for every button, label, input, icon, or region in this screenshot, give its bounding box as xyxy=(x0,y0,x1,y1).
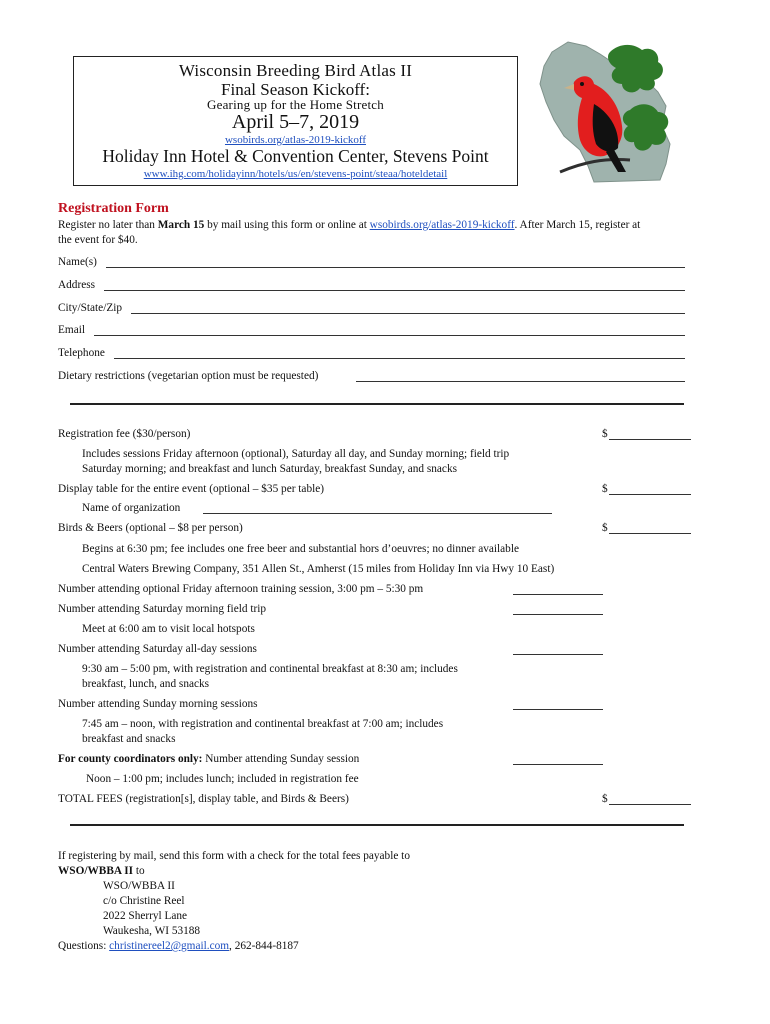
sat-field-trip-note: Meet at 6:00 am to visit local hotspots xyxy=(82,623,255,635)
email-label: Email xyxy=(58,324,85,336)
dietary-field[interactable] xyxy=(356,381,685,382)
display-table-label: Display table for the entire event (optional – $35 per table) xyxy=(58,483,325,495)
dollar-sign: $ xyxy=(602,522,608,534)
birds-beers-note: Central Waters Brewing Company, 351 Allen St., Amherst (15 miles from Holiday Inn via Hwy 10 East) xyxy=(82,563,555,575)
dietary-label: Dietary restrictions (vegetarian option must be requested) xyxy=(58,370,319,382)
organization-field[interactable] xyxy=(203,513,552,514)
total-fees-label: TOTAL FEES (registration[s], display table, and Birds & Beers) xyxy=(58,793,349,805)
intro-text: Register no later than March 15 by mail using this form or online at wsobirds.org/atlas-2019-kickoff. After March 15, register at xyxy=(58,219,641,231)
address-label: Address xyxy=(58,279,96,291)
sunday-field[interactable] xyxy=(513,709,603,710)
sunday-note: breakfast and snacks xyxy=(82,733,176,745)
names-field[interactable] xyxy=(106,267,685,268)
hotel-link[interactable]: www.ihg.com/holidayinn/hotels/us/en/stevens-point/steaa/hoteldetail xyxy=(143,168,448,180)
sat-field-trip-field[interactable] xyxy=(513,614,603,615)
registration-fee-field[interactable] xyxy=(609,439,691,440)
county-coordinators-note: Noon – 1:00 pm; includes lunch; included in registration fee xyxy=(86,773,359,785)
header-subtitle: Gearing up for the Home Stretch xyxy=(207,97,384,112)
sunday-note: 7:45 am – noon, with registration and continental breakfast at 7:00 am; includes xyxy=(82,718,444,730)
sat-all-day-note: 9:30 am – 5:00 pm, with registration and continental breakfast at 8:30 am; includes xyxy=(82,663,458,675)
sat-field-trip-label: Number attending Saturday morning field trip xyxy=(58,603,267,615)
city-field[interactable] xyxy=(131,313,685,314)
county-coordinators-label: For county coordinators only: Number attending Sunday session xyxy=(58,753,360,765)
sat-all-day-field[interactable] xyxy=(513,654,603,655)
total-fees-field[interactable] xyxy=(609,804,691,805)
email-field[interactable] xyxy=(94,335,685,336)
registration-note: Includes sessions Friday afternoon (optional), Saturday all day, and Sunday morning; field trip xyxy=(82,448,510,460)
mailing-address-line: WSO/WBBA II xyxy=(103,880,175,892)
birds-beers-label: Birds & Beers (optional – $8 per person) xyxy=(58,522,243,534)
section-divider xyxy=(70,824,684,826)
event-link[interactable]: wsobirds.org/atlas-2019-kickoff xyxy=(224,134,367,146)
questions-line: Questions: christinereel2@gmail.com, 262-844-8187 xyxy=(58,940,299,952)
friday-field[interactable] xyxy=(513,594,603,595)
registration-fee-label: Registration fee ($30/person) xyxy=(58,428,191,440)
names-label: Name(s) xyxy=(58,256,97,268)
dollar-sign: $ xyxy=(602,428,608,440)
registration-note: Saturday morning; and breakfast and lunch Saturday, breakfast Sunday, and snacks xyxy=(82,463,457,475)
registration-form-title: Registration Form xyxy=(58,201,169,216)
wisconsin-tanager-icon xyxy=(534,40,676,185)
county-coordinators-field[interactable] xyxy=(513,764,603,765)
telephone-field[interactable] xyxy=(114,358,685,359)
birds-beers-field[interactable] xyxy=(609,533,691,534)
event-header xyxy=(73,56,518,186)
intro-text-line2: the event for $40. xyxy=(58,234,138,246)
birds-beers-note: Begins at 6:30 pm; fee includes one free beer and substantial hors d’oeuvres; no dinner available xyxy=(82,543,519,555)
telephone-label: Telephone xyxy=(58,347,105,359)
intro-link[interactable]: wsobirds.org/atlas-2019-kickoff xyxy=(369,219,515,231)
sunday-label: Number attending Sunday morning sessions xyxy=(58,698,258,710)
header-title-line2: Final Season Kickoff: xyxy=(221,80,370,99)
sat-all-day-label: Number attending Saturday all-day sessions xyxy=(58,643,257,655)
mailing-address-line: Waukesha, WI 53188 xyxy=(103,925,201,937)
city-label: City/State/Zip xyxy=(58,302,123,314)
friday-label: Number attending optional Friday afternoon training session, 3:00 pm – 5:30 pm xyxy=(58,583,424,595)
organization-label: Name of organization xyxy=(82,502,181,514)
header-title-line1: Wisconsin Breeding Bird Atlas II xyxy=(178,61,413,80)
mailing-address-line: c/o Christine Reel xyxy=(103,895,185,907)
payee-line: WSO/WBBA II to xyxy=(58,865,145,877)
dollar-sign: $ xyxy=(602,483,608,495)
address-field[interactable] xyxy=(104,290,685,291)
display-table-field[interactable] xyxy=(609,494,691,495)
mailing-address-line: 2022 Sherryl Lane xyxy=(103,910,188,922)
header-dates: April 5–7, 2019 xyxy=(231,111,360,133)
venue-name: Holiday Inn Hotel & Convention Center, Stevens Point xyxy=(102,146,489,166)
mail-instructions: If registering by mail, send this form with a check for the total fees payable to xyxy=(58,850,410,862)
section-divider xyxy=(70,403,684,405)
contact-email-link[interactable]: christinereel2@gmail.com xyxy=(109,940,230,952)
dollar-sign: $ xyxy=(602,793,608,805)
sat-all-day-note: breakfast, lunch, and snacks xyxy=(82,678,210,690)
